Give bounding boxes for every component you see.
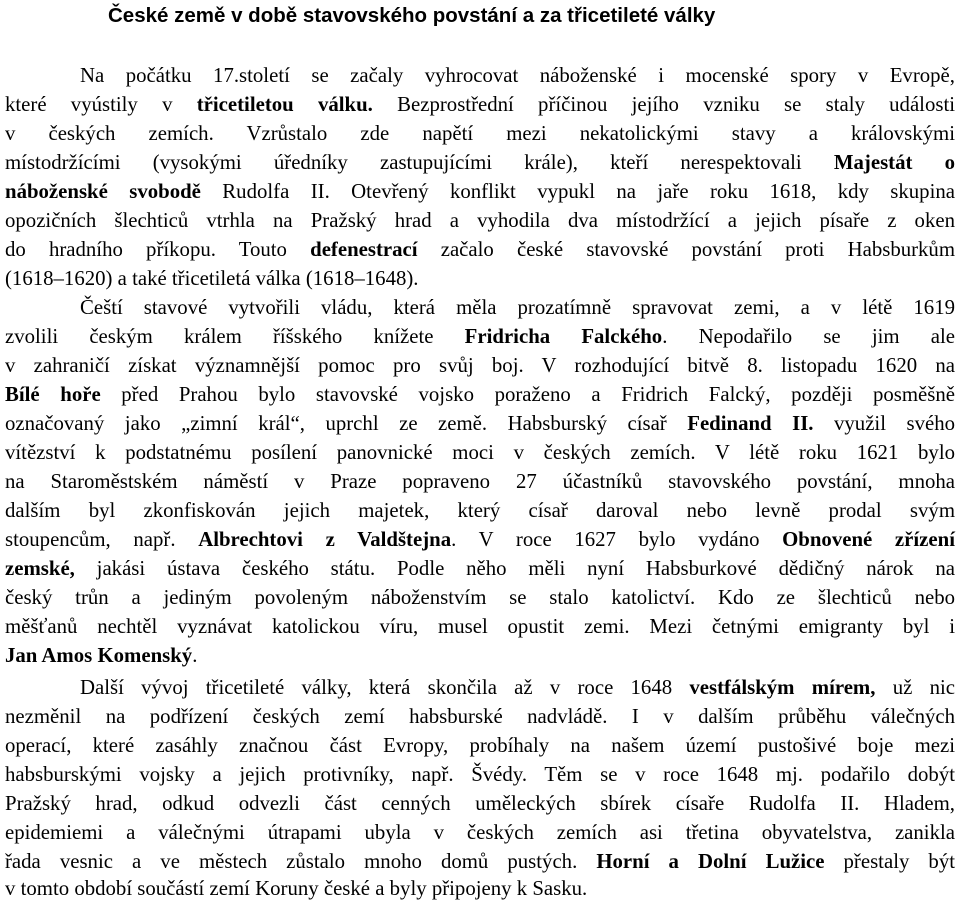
bold-term: defenestrací <box>310 238 418 261</box>
text-line: Bílé hoře před Prahou bylo stavovské vojsko poraženo a Fridrich Falcký, později posměšně <box>5 383 955 406</box>
text-line: zemské, jakási ústava českého státu. Podle něho měli nyní Habsburkové dědičný nárok na <box>5 557 955 580</box>
text-line: na Staroměstském náměstí v Praze popraveno 27 účastníků stavovského povstání, mnoha <box>5 470 955 493</box>
text-line: vítězství k podstatnému posílení panovnické moci v českých zemích. V létě roku 1621 bylo <box>5 441 955 464</box>
bold-term: Horní a Dolní Lužice <box>596 850 825 873</box>
text-line: místodržícími (vysokými úředníky zastupujícími krále), kteří nerespektovali Majestát o <box>5 151 956 174</box>
text-line: do hradního příkopu. Touto defenestrací začalo české stavovské povstání proti Habsburkům <box>5 238 956 261</box>
bold-term: vestfálským mírem, <box>689 676 876 699</box>
bold-term: Obnovené zřízení <box>782 528 955 551</box>
text-line: v zahraničí získat významnější pomoc pro svůj boj. V rozhodující bitvě 8. listopadu 1620 na <box>5 354 955 377</box>
bold-term: Majestát o <box>833 151 956 174</box>
text-line: v českých zemích. Vzrůstalo zde napětí mezi nekatolickými stavy a královskými <box>5 122 955 145</box>
bold-term: Bílé hoře <box>5 383 101 406</box>
text-line: stoupencům, např. Albrechtovi z Valdštejna. V roce 1627 bylo vydáno Obnovené zřízení <box>5 528 955 551</box>
text-line: opozičních šlechticů vtrhla na Pražský hrad a vyhodila dva místodržící a jejich písaře z oken <box>5 209 955 232</box>
text-line: nezměnil na podřízení českých zemí habsburské nadvládě. I v dalším průběhu válečných <box>5 705 955 728</box>
text-line: epidemiemi a válečnými útrapami ubyla v českých zemích asi třetina obyvatelstva, zanikla <box>5 821 955 844</box>
bold-term: třicetiletou válku. <box>196 93 373 116</box>
bold-term: zemské, <box>5 557 75 580</box>
bold-term: Jan Amos Komenský <box>5 644 193 667</box>
text-line: Pražský hrad, odkud odvezli část cenných uměleckých sbírek císaře Rudolfa II. Hladem, <box>5 792 955 815</box>
text-line: Na počátku 17.století se začaly vyhrocovat náboženské i mocenské spory v Evropě, <box>80 64 955 87</box>
text-line: Čeští stavové vytvořili vládu, která měla prozatímně spravovat zemi, a v létě 1619 <box>80 296 955 319</box>
text-line: řada vesnic a ve městech zůstalo mnoho domů pustých. Horní a Dolní Lužice přestaly být <box>5 850 955 873</box>
text-line: český trůn a jediným povoleným náboženstvím se stalo katolictví. Kdo ze šlechticů nebo <box>5 586 955 609</box>
text-line: náboženské svobodě Rudolfa II. Otevřený konflikt vypukl na jaře roku 1618, kdy skupina <box>5 180 955 203</box>
bold-term: Albrechtovi z Valdštejna <box>198 528 452 551</box>
text-line: které vyústily v třicetiletou válku. Bezprostřední příčinou jejího vzniku se staly události <box>5 93 955 116</box>
page-title: České země v době stavovského povstání a za třicetileté války <box>108 4 716 27</box>
text-line: měšťanů nechtěl vyznávat katolickou víru, musel opustit zemi. Mezi četnými emigranty byl i <box>5 615 955 638</box>
bold-term: Fedinand II. <box>687 412 814 435</box>
bold-term: náboženské svobodě <box>5 180 201 203</box>
text-line: dalším byl zkonfiskován jejich majetek, který císař daroval nebo levně prodal svým <box>5 499 955 522</box>
text-line: Jan Amos Komenský. <box>5 644 198 667</box>
text-line: zvolili českým králem říšského knížete Fridricha Falckého. Nepodařilo se jim ale <box>5 325 955 348</box>
text-line: v tomto období součástí zemí Koruny české a byly připojeny k Sasku. <box>5 877 588 900</box>
text-line: označovaný jako „zimní král“, uprchl ze země. Habsburský císař Fedinand II. využil svého <box>5 412 955 435</box>
bold-term: Fridricha Falckého <box>464 325 663 348</box>
text-line: operací, které zasáhly značnou část Evropy, probíhaly na našem území pustošivé boje mezi <box>5 734 955 757</box>
text-line: (1618–1620) a také třicetiletá válka (1618–1648). <box>5 267 419 290</box>
text-line: habsburskými vojsky a jejich protivníky, např. Švédy. Těm se v roce 1648 mj. podařilo dobýt <box>5 763 955 786</box>
text-line: Další vývoj třicetileté války, která skončila až v roce 1648 vestfálským mírem, už nic <box>80 676 955 699</box>
